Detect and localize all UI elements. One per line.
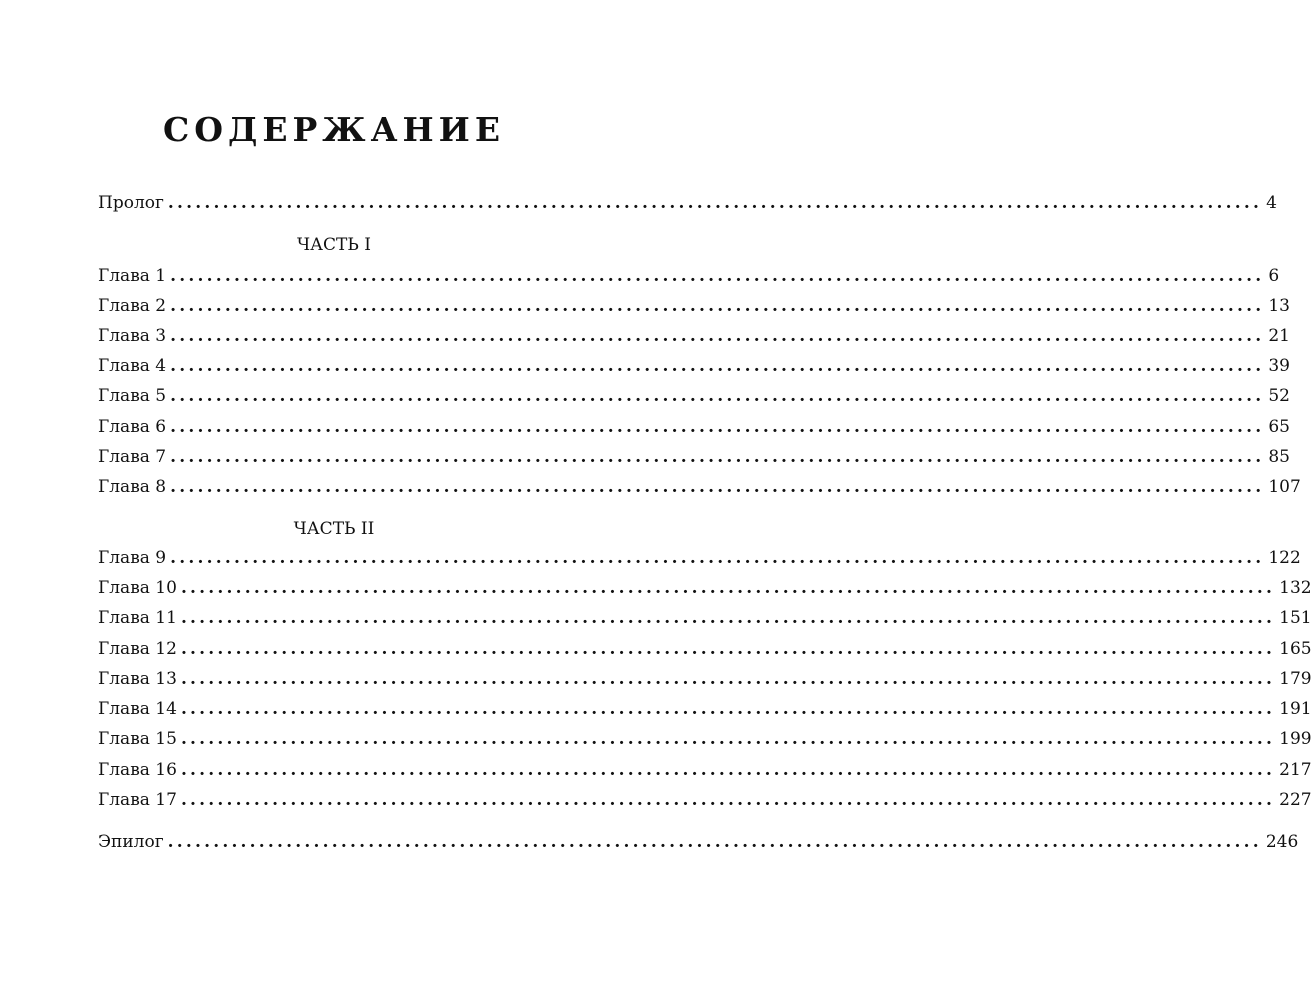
page-title: СОДЕРЖАНИЕ	[162, 110, 505, 149]
toc-entry-page: 13	[1268, 296, 1290, 316]
toc-entry-page: 65	[1268, 417, 1290, 437]
dot-leader: ........................................................................................................................	[170, 447, 1265, 467]
toc-entry-label: Глава 16	[98, 760, 177, 780]
toc-entry-chapter	[98, 785, 1312, 815]
toc-entry-chapter	[98, 472, 1301, 502]
toc-entry-page: 21	[1268, 326, 1290, 346]
toc-entry-label: Глава 3	[98, 326, 167, 346]
toc-entry-page: 4	[1266, 193, 1277, 213]
toc-entry-chapter	[98, 573, 1312, 603]
toc-entry-chapter	[98, 412, 1290, 442]
dot-leader: ........................................................................................................................	[170, 266, 1265, 286]
toc-entry-chapter	[98, 634, 1312, 664]
toc-entry-chapter	[98, 381, 1290, 411]
toc-entry-label: Глава 12	[98, 639, 177, 659]
toc-entry-label: Глава 14	[98, 699, 177, 719]
toc-entry-label: Глава 13	[98, 669, 177, 689]
dot-leader: ........................................................................................................................	[170, 477, 1265, 497]
dot-leader: ........................................................................................................................	[170, 296, 1265, 316]
part-heading-2: ЧАСТЬ II	[293, 519, 375, 539]
toc-entry-chapter	[98, 664, 1312, 694]
toc-entry-chapter	[98, 321, 1290, 351]
toc-entry-chapter	[98, 724, 1312, 754]
dot-leader: ........................................................................................................................	[170, 386, 1265, 406]
dot-leader: ........................................................................................................................	[180, 578, 1276, 598]
toc-entry-label: Глава 5	[98, 386, 167, 406]
toc-entry-page: 199	[1279, 729, 1312, 749]
dot-leader: ........................................................................................................................	[170, 356, 1265, 376]
toc-entry-label: Глава 17	[98, 790, 177, 810]
toc-entry-label: Глава 1	[98, 266, 167, 286]
toc-entry-label: Глава 8	[98, 477, 167, 497]
toc-entry-page: 217	[1279, 760, 1312, 780]
toc-entry-chapter	[98, 261, 1280, 291]
toc-entry-label: Глава 15	[98, 729, 177, 749]
dot-leader: ........................................................................................................................	[170, 326, 1265, 346]
toc-entry-chapter	[98, 603, 1312, 633]
toc-entry-label: Глава 11	[98, 608, 177, 628]
toc-entry-label: Глава 4	[98, 356, 167, 376]
toc-entry-label: Глава 10	[98, 578, 177, 598]
toc-entry-chapter	[98, 755, 1312, 785]
toc-entry-epilogue	[98, 827, 1299, 857]
dot-leader: ........................................................................................................................	[180, 729, 1276, 749]
part-heading-1: ЧАСТЬ I	[297, 235, 371, 255]
toc-entry-page: 165	[1279, 639, 1312, 659]
toc-entry-page: 132	[1279, 578, 1312, 598]
toc-entry-page: 39	[1268, 356, 1290, 376]
toc-entry-label: Эпилог	[98, 832, 164, 852]
toc-entry-chapter	[98, 543, 1301, 573]
dot-leader: ........................................................................................................................	[180, 760, 1276, 780]
dot-leader: ........................................................................................................................	[180, 699, 1276, 719]
toc-entry-page: 52	[1268, 386, 1290, 406]
dot-leader: ........................................................................................................................	[170, 548, 1265, 568]
toc-entry-label: Глава 7	[98, 447, 167, 467]
toc-entry-chapter	[98, 291, 1290, 321]
toc-entry-page: 85	[1268, 447, 1290, 467]
toc-entry-prologue	[98, 188, 1277, 218]
toc-entry-page: 122	[1268, 548, 1301, 568]
dot-leader: ........................................................................................................................	[180, 790, 1276, 810]
dot-leader: ........................................................................................................................	[180, 639, 1276, 659]
toc-entry-label: Пролог	[98, 193, 164, 213]
toc-entry-page: 191	[1279, 699, 1312, 719]
dot-leader: ........................................................................................................................	[167, 193, 1263, 213]
toc-entry-chapter	[98, 694, 1312, 724]
toc-entry-page: 151	[1279, 608, 1312, 628]
toc-entry-label: Глава 9	[98, 548, 167, 568]
toc-entry-chapter	[98, 442, 1290, 472]
toc-entry-page: 246	[1265, 832, 1299, 852]
dot-leader: ........................................................................................................................	[170, 417, 1265, 437]
toc-entry-label: Глава 2	[98, 296, 167, 316]
toc-entry-label: Глава 6	[98, 417, 167, 437]
dot-leader: ........................................................................................................................	[180, 669, 1276, 689]
dot-leader: ........................................................................................................................	[167, 832, 1262, 852]
dot-leader: ........................................................................................................................	[180, 608, 1276, 628]
toc-entry-page: 6	[1268, 266, 1280, 286]
toc-entry-page: 227	[1279, 790, 1312, 810]
toc-entry-page: 179	[1279, 669, 1312, 689]
toc-entry-page: 107	[1268, 477, 1301, 497]
toc-entry-chapter	[98, 351, 1290, 381]
